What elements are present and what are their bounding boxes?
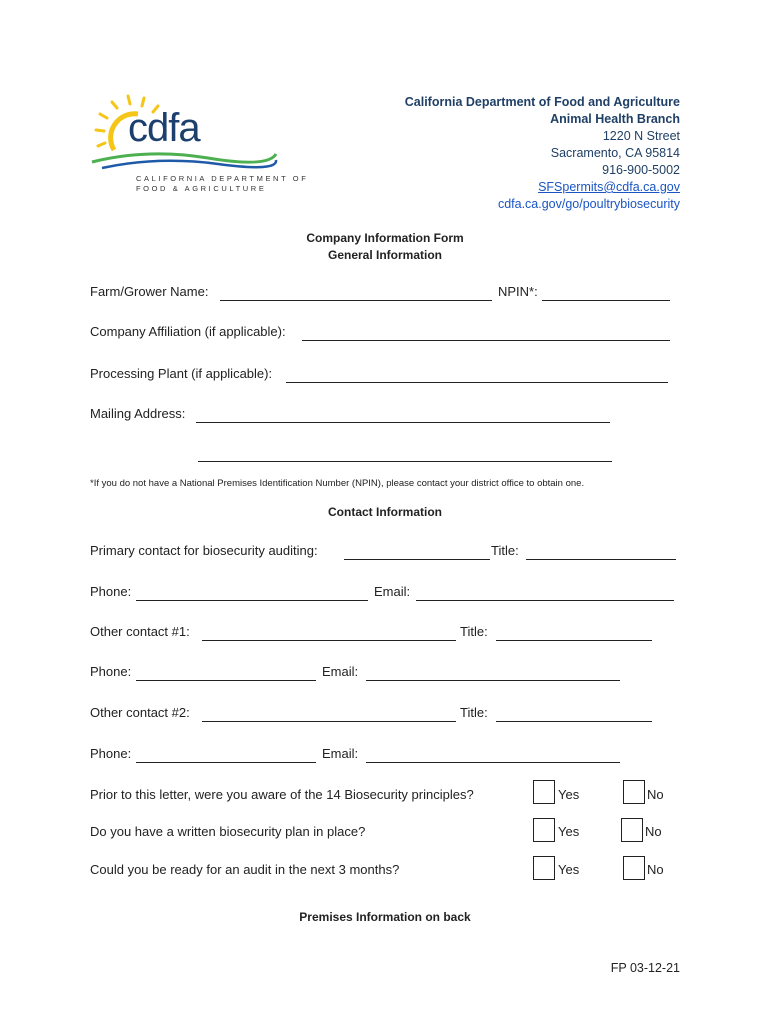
other-contact-1-title-label: Title: xyxy=(460,624,488,639)
org-name: California Department of Food and Agriculture xyxy=(404,95,680,109)
question-2: Do you have a written biosecurity plan in place? xyxy=(90,824,366,839)
question-3-no-label: No xyxy=(647,862,664,877)
mailing-address-label: Mailing Address: xyxy=(90,406,186,421)
question-1: Prior to this letter, were you aware of the 14 Biosecurity principles? xyxy=(90,787,474,802)
cdfa-logo xyxy=(88,92,309,200)
other-contact-1-email-label: Email: xyxy=(322,664,359,679)
org-city: Sacramento, CA 95814 xyxy=(550,146,680,160)
other-contact-2-phone-field[interactable] xyxy=(136,762,316,763)
form-code: FP 03-12-21 xyxy=(610,961,680,975)
primary-email-field[interactable] xyxy=(416,600,674,601)
contact-heading: Contact Information xyxy=(328,505,442,519)
question-2-yes-label: Yes xyxy=(558,824,580,839)
other-contact-2-label: Other contact #2: xyxy=(90,705,190,720)
npin-label: NPIN*: xyxy=(498,284,538,299)
primary-phone-email-row xyxy=(90,584,680,604)
other-contact-2-row xyxy=(90,705,680,725)
other-contact-2-phone-email-row xyxy=(90,746,680,766)
org-branch: Animal Health Branch xyxy=(550,112,680,126)
processing-plant-row xyxy=(90,366,680,386)
processing-plant-field[interactable] xyxy=(286,382,668,383)
logo-wordmark: cdfa xyxy=(128,106,200,150)
mailing-address-field-1[interactable] xyxy=(196,422,610,423)
primary-phone-label: Phone: xyxy=(90,584,132,599)
other-contact-2-email-label: Email: xyxy=(322,746,359,761)
org-address-block xyxy=(405,94,680,213)
primary-email-label: Email: xyxy=(374,584,411,599)
other-contact-1-label: Other contact #1: xyxy=(90,624,190,639)
primary-phone-field[interactable] xyxy=(136,600,368,601)
other-contact-2-field[interactable] xyxy=(202,721,456,722)
question-1-no-checkbox[interactable] xyxy=(623,780,645,804)
farm-grower-label: Farm/Grower Name: xyxy=(90,284,209,299)
mailing-address-row-2 xyxy=(90,445,680,465)
company-affiliation-row xyxy=(90,324,680,344)
question-1-no-label: No xyxy=(647,787,664,802)
primary-title-label: Title: xyxy=(491,543,519,558)
form-subtitle: General Information xyxy=(327,248,443,262)
question-3-yes-label: Yes xyxy=(558,862,580,877)
processing-plant-label: Processing Plant (if applicable): xyxy=(90,366,273,381)
question-1-yes-label: Yes xyxy=(558,787,580,802)
other-contact-1-row xyxy=(90,624,680,644)
primary-title-field[interactable] xyxy=(526,559,676,560)
company-affiliation-field[interactable] xyxy=(302,340,670,341)
mailing-address-row xyxy=(90,406,680,426)
logo-line-2: FOOD & AGRICULTURE xyxy=(136,184,267,193)
logo-subtext xyxy=(136,174,308,194)
footer-note: Premises Information on back xyxy=(299,910,471,924)
mailing-address-field-2[interactable] xyxy=(198,461,612,462)
other-contact-1-field[interactable] xyxy=(202,640,456,641)
question-3-yes-checkbox[interactable] xyxy=(533,856,555,880)
other-contact-2-title-field[interactable] xyxy=(496,721,652,722)
logo-line-1: CALIFORNIA DEPARTMENT OF xyxy=(136,174,309,183)
other-contact-1-title-field[interactable] xyxy=(496,640,652,641)
farm-grower-row xyxy=(90,284,680,304)
npin-field[interactable] xyxy=(542,300,670,301)
org-street: 1220 N Street xyxy=(602,129,680,143)
farm-grower-field[interactable] xyxy=(220,300,492,301)
org-website[interactable]: cdfa.ca.gov/go/poultrybiosecurity xyxy=(497,197,680,211)
other-contact-1-phone-email-row xyxy=(90,664,680,684)
question-3: Could you be ready for an audit in the next 3 months? xyxy=(90,862,400,877)
company-affiliation-label: Company Affiliation (if applicable): xyxy=(90,324,286,339)
org-email-link[interactable]: SFSpermits@cdfa.ca.gov xyxy=(538,180,680,194)
org-phone: 916-900-5002 xyxy=(602,163,680,177)
question-2-no-checkbox[interactable] xyxy=(621,818,643,842)
npin-note: *If you do not have a National Premises Identification Number (NPIN), please contact your district office to obtain one. xyxy=(90,478,585,489)
other-contact-1-phone-label: Phone: xyxy=(90,664,132,679)
question-2-no-label: No xyxy=(645,824,662,839)
primary-contact-label: Primary contact for biosecurity auditing: xyxy=(90,543,318,558)
other-contact-1-phone-field[interactable] xyxy=(136,680,316,681)
other-contact-1-email-field[interactable] xyxy=(366,680,620,681)
primary-contact-field[interactable] xyxy=(344,559,490,560)
question-3-no-checkbox[interactable] xyxy=(623,856,645,880)
form-title: Company Information Form xyxy=(306,231,464,245)
other-contact-2-phone-label: Phone: xyxy=(90,746,132,761)
other-contact-2-email-field[interactable] xyxy=(366,762,620,763)
question-2-yes-checkbox[interactable] xyxy=(533,818,555,842)
other-contact-2-title-label: Title: xyxy=(460,705,488,720)
primary-contact-row xyxy=(90,543,680,563)
question-1-yes-checkbox[interactable] xyxy=(533,780,555,804)
